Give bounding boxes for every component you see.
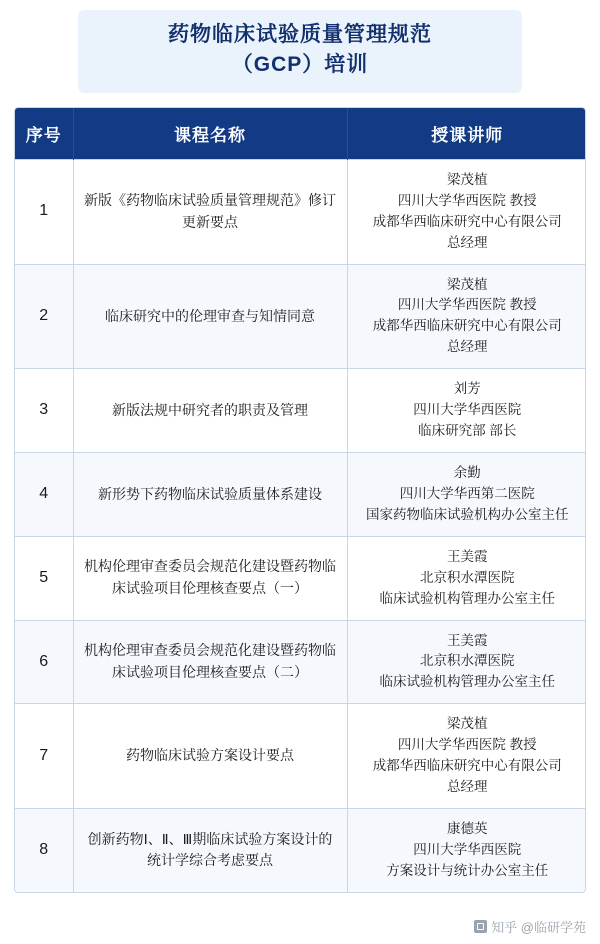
lecturer-line: 北京积水潭医院 <box>420 569 515 585</box>
lecturer-line: 北京积水潭医院 <box>420 653 515 669</box>
cell-index: 2 <box>15 264 73 369</box>
column-header-lecturer: 授课讲师 <box>347 108 586 160</box>
lecturer-line: 临床试验机构管理办公室主任 <box>379 590 555 606</box>
title-line-1: 药物临床试验质量管理规范 <box>168 23 432 46</box>
watermark-text: 知乎 @临研学苑 <box>491 920 586 935</box>
cell-lecturer <box>347 704 586 809</box>
cell-lecturer <box>347 620 586 704</box>
table-row <box>15 369 586 453</box>
cell-course-name: 新版法规中研究者的职责及管理 <box>73 369 347 453</box>
course-table-container <box>14 107 586 893</box>
cell-index: 5 <box>15 536 73 620</box>
lecturer-line: 四川大学华西医院 <box>413 841 522 857</box>
cell-index: 4 <box>15 453 73 537</box>
lecturer-line: 临床试验机构管理办公室主任 <box>379 674 555 690</box>
cell-index: 3 <box>15 369 73 453</box>
lecturer-line: 总经理 <box>447 339 488 355</box>
page-root <box>0 10 600 944</box>
cell-course-name: 新形势下药物临床试验质量体系建设 <box>73 453 347 537</box>
table-header <box>15 108 586 160</box>
table-header-row <box>15 108 586 160</box>
cell-lecturer <box>347 809 586 892</box>
table-row <box>15 264 586 369</box>
cell-lecturer <box>347 264 586 369</box>
lecturer-line: 总经理 <box>447 234 488 250</box>
course-table <box>15 108 586 892</box>
lecturer-line: 成都华西临床研究中心有限公司 <box>372 318 562 334</box>
lecturer-line: 梁茂植 <box>447 276 488 292</box>
lecturer-line: 四川大学华西医院 <box>413 402 522 418</box>
zhihu-logo-icon <box>474 920 487 933</box>
cell-course-name: 机构伦理审查委员会规范化建设暨药物临床试验项目伦理核查要点（二） <box>73 620 347 704</box>
cell-course-name: 创新药物Ⅰ、Ⅱ、Ⅲ期临床试验方案设计的统计学综合考虑要点 <box>73 809 347 892</box>
cell-lecturer <box>347 369 586 453</box>
lecturer-line: 国家药物临床试验机构办公室主任 <box>366 506 569 522</box>
table-row <box>15 704 586 809</box>
cell-index: 6 <box>15 620 73 704</box>
lecturer-line: 康德英 <box>447 821 488 836</box>
cell-index: 8 <box>15 809 73 892</box>
cell-course-name: 临床研究中的伦理审查与知情同意 <box>73 264 347 369</box>
table-row <box>15 620 586 704</box>
table-body <box>15 159 586 891</box>
table-row <box>15 536 586 620</box>
lecturer-line: 梁茂植 <box>447 171 488 187</box>
lecturer-line: 四川大学华西医院 教授 <box>397 297 537 313</box>
cell-course-name: 机构伦理审查委员会规范化建设暨药物临床试验项目伦理核查要点（一） <box>73 536 347 620</box>
lecturer-line: 成都华西临床研究中心有限公司 <box>372 213 562 229</box>
table-row <box>15 159 586 264</box>
lecturer-line: 梁茂植 <box>447 716 488 732</box>
table-row <box>15 809 586 892</box>
cell-course-name: 药物临床试验方案设计要点 <box>73 704 347 809</box>
column-header-course: 课程名称 <box>73 108 347 160</box>
lecturer-line: 总经理 <box>447 779 488 795</box>
lecturer-line: 方案设计与统计办公室主任 <box>386 862 549 878</box>
lecturer-line: 四川大学华西医院 教授 <box>397 192 537 208</box>
page-title <box>78 10 522 93</box>
column-header-index: 序号 <box>15 108 73 160</box>
cell-lecturer <box>347 536 586 620</box>
lecturer-line: 临床研究部 部长 <box>418 423 517 439</box>
lecturer-line: 王美霞 <box>447 548 488 564</box>
cell-course-name: 新版《药物临床试验质量管理规范》修订更新要点 <box>73 159 347 264</box>
table-row <box>15 453 586 537</box>
cell-index: 1 <box>15 159 73 264</box>
lecturer-line: 刘芳 <box>453 381 481 397</box>
title-line-2: （GCP）培训 <box>231 53 369 77</box>
lecturer-line: 成都华西临床研究中心有限公司 <box>372 758 562 774</box>
watermark <box>474 917 586 936</box>
lecturer-line: 四川大学华西医院 教授 <box>397 737 537 753</box>
cell-lecturer <box>347 159 586 264</box>
lecturer-line: 四川大学华西第二医院 <box>399 485 535 501</box>
cell-lecturer <box>347 453 586 537</box>
lecturer-line: 余勤 <box>453 465 481 481</box>
cell-index: 7 <box>15 704 73 809</box>
lecturer-line: 王美霞 <box>447 632 488 648</box>
